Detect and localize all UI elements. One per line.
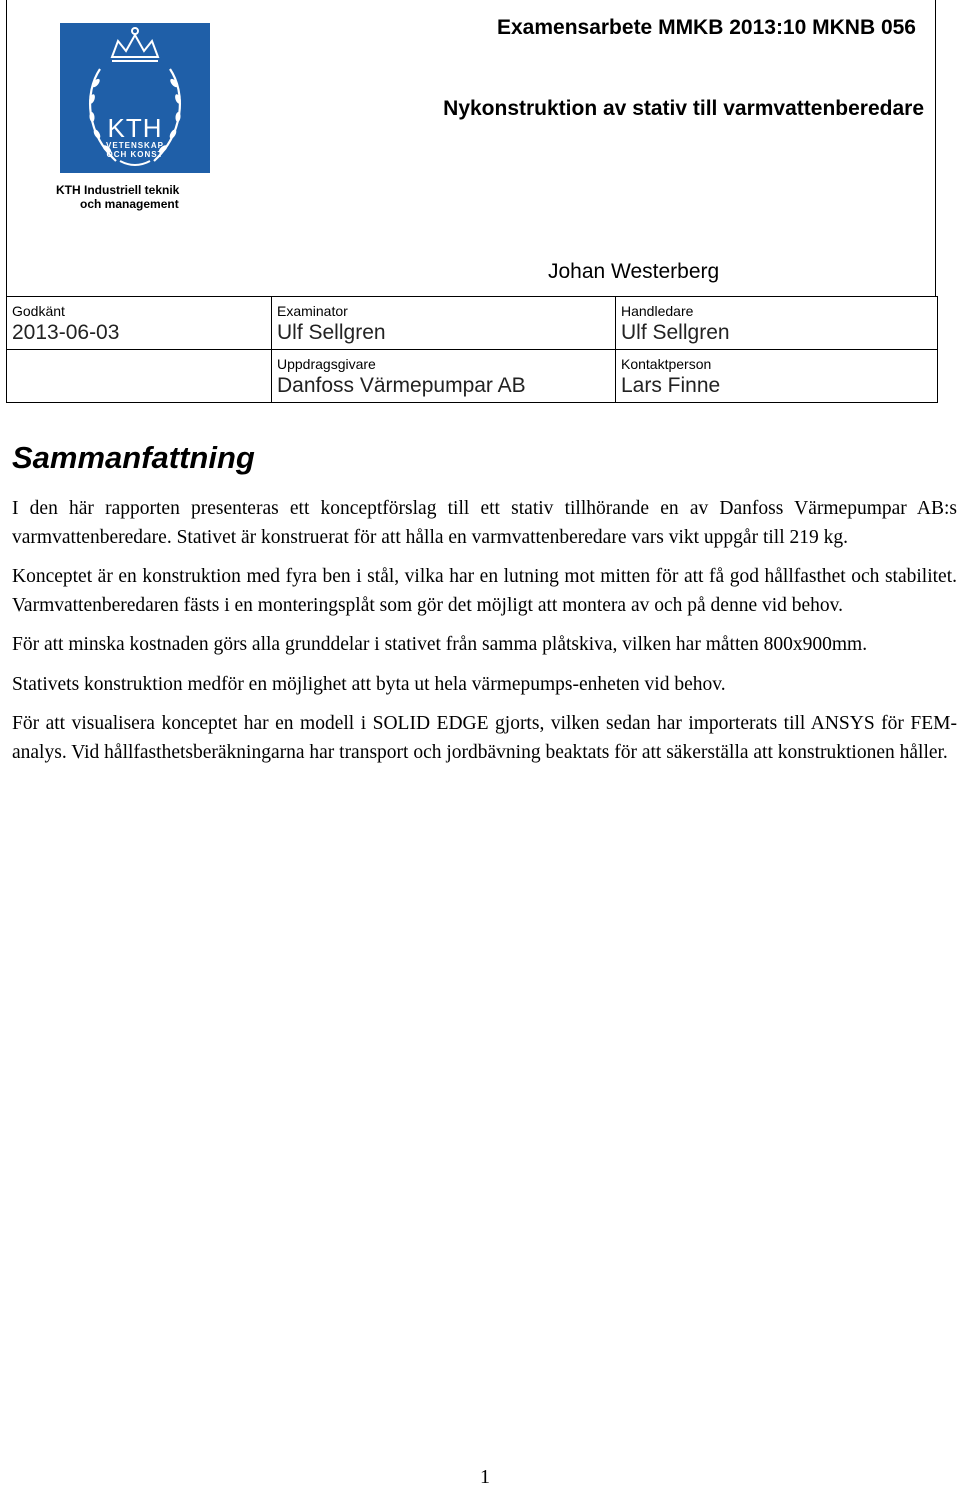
institution-line2: och management bbox=[80, 197, 179, 211]
supervisor-label: Handledare bbox=[621, 303, 694, 319]
contact-name: Lars Finne bbox=[621, 374, 721, 397]
commissioner-name: Danfoss Värmepumpar AB bbox=[277, 374, 526, 397]
examiner-label: Examinator bbox=[277, 303, 348, 319]
approved-date: 2013-06-03 bbox=[12, 321, 120, 344]
report-id: Examensarbete MMKB 2013:10 MKNB 056 bbox=[496, 16, 916, 39]
logo-name: KTH bbox=[107, 113, 163, 143]
abstract-paragraph: Stativets konstruktion medför en möjlighet att byta ut hela värmepumps-enheten vid behov. bbox=[12, 673, 726, 695]
kth-logo bbox=[60, 23, 210, 173]
approved-cell bbox=[7, 297, 272, 350]
abstract-paragraph: För att visualisera konceptet har en modell i SOLID EDGE gjorts, vilken sedan har importerats till ANSYS för FEM-analys. Vid hållfasthetsberäkningarna har transport och jordbävning beaktats för att säkerställa att konstruktionen håller. bbox=[12, 713, 957, 763]
abstract-body bbox=[12, 495, 957, 778]
institution-name bbox=[56, 183, 179, 211]
commissioner-label: Uppdragsgivare bbox=[277, 356, 376, 372]
supervisor-cell bbox=[616, 297, 938, 350]
contact-cell bbox=[616, 350, 938, 403]
logo-line1: VETENSKAP bbox=[106, 141, 164, 150]
page-number: 1 bbox=[480, 1466, 490, 1488]
empty-cell bbox=[7, 350, 272, 403]
report-title: Nykonstruktion av stativ till varmvattenberedare bbox=[443, 97, 924, 120]
table-row bbox=[7, 297, 938, 350]
abstract-paragraph: För att minska kostnaden görs alla grunddelar i stativet från samma plåtskiva, vilken har måtten 800x900mm. bbox=[12, 634, 868, 655]
commissioner-cell bbox=[272, 350, 616, 403]
examiner-name: Ulf Sellgren bbox=[277, 321, 386, 344]
author-name: Johan Westerberg bbox=[548, 260, 720, 283]
contact-label: Kontaktperson bbox=[621, 356, 712, 372]
table-row bbox=[7, 350, 938, 403]
approval-table bbox=[6, 296, 938, 403]
institution-line1: KTH Industriell teknik bbox=[56, 183, 180, 197]
logo-line2: OCH KONST bbox=[106, 150, 164, 159]
abstract-paragraph: Konceptet är en konstruktion med fyra ben i stål, vilka har en lutning mot mitten för att få god hållfasthet och stabilitet. Varmvattenberedaren fästs i en monteringsplåt som gör det möjligt att montera av och på denne vid behov. bbox=[12, 566, 957, 616]
abstract-paragraph: I den här rapporten presenteras ett konceptförslag till ett stativ tillhörande en av Danfoss Värmepumpar AB:s varmvattenberedare. Stativet är konstruerat för att hålla en varmvattenberedare vars vikt uppgår till 219 kg. bbox=[12, 498, 957, 548]
examiner-cell bbox=[272, 297, 616, 350]
supervisor-name: Ulf Sellgren bbox=[621, 321, 730, 344]
abstract-heading: Sammanfattning bbox=[12, 440, 255, 475]
approved-label: Godkänt bbox=[12, 303, 65, 319]
